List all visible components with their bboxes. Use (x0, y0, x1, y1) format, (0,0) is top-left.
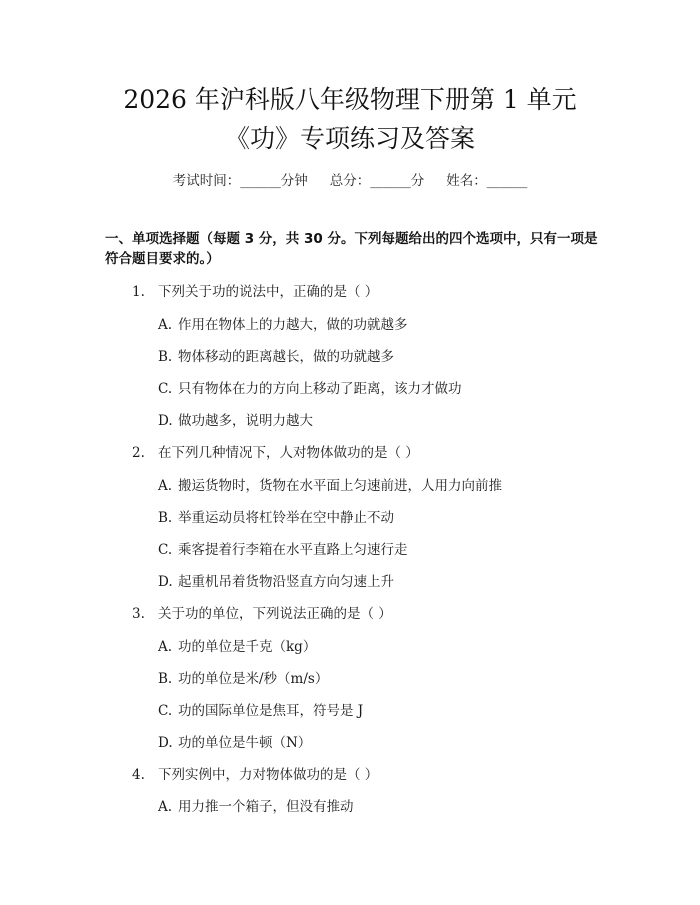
option-letter: B. (158, 510, 173, 526)
question-text: 在下列几种情况下，人对物体做功的是（ ） (158, 445, 419, 461)
option-text: 乘客提着行李箱在水平直路上匀速行走 (178, 542, 408, 558)
option-text: 只有物体在力的方向上移动了距离，该力才做功 (178, 381, 462, 397)
option-2-c (158, 540, 408, 560)
question-number: 4. (132, 767, 145, 783)
section-heading: 一、单项选择题（每题 3 分，共 30 分。下列每题给出的四个选项中，只有一项是符合题目要求的。） (105, 231, 598, 267)
option-text: 举重运动员将杠铃举在空中静止不动 (178, 510, 394, 526)
exam-title-line-2: 《功》专项练习及答案 (224, 124, 475, 153)
exam-title-line-1: 2026 年沪科版八年级物理下册第 1 单元 (123, 85, 577, 114)
option-text: 功的单位是米/秒（m/s） (178, 671, 329, 687)
question-number: 1. (132, 284, 145, 300)
option-letter: A. (158, 799, 173, 815)
question-3 (132, 604, 392, 624)
question-number: 3. (132, 606, 145, 622)
option-letter: B. (158, 671, 173, 687)
total-score-field: 总分：______分 (329, 173, 425, 189)
option-1-a (158, 315, 408, 335)
option-text: 做功越多，说明力越大 (178, 413, 313, 429)
option-3-c (158, 701, 363, 721)
option-2-b (158, 508, 394, 528)
option-letter: C. (158, 381, 173, 397)
option-text: 功的国际单位是焦耳，符号是 J (178, 703, 364, 719)
student-name-field: 姓名：______ (446, 173, 528, 189)
option-1-c (158, 379, 462, 399)
option-letter: D. (158, 413, 173, 429)
option-letter: C. (158, 542, 173, 558)
question-text: 下列实例中，力对物体做功的是（ ） (158, 767, 379, 783)
option-2-a (158, 476, 502, 496)
question-4 (132, 765, 378, 785)
option-letter: A. (158, 317, 173, 333)
option-text: 起重机吊着货物沿竖直方向匀速上升 (178, 574, 394, 590)
question-text: 下列关于功的说法中，正确的是（ ） (158, 284, 379, 300)
option-letter: C. (158, 703, 173, 719)
option-text: 物体移动的距离越长，做的功就越多 (178, 349, 394, 365)
option-4-a (158, 797, 354, 817)
question-number: 2. (132, 445, 145, 461)
exam-info-line (0, 169, 700, 189)
option-text: 功的单位是牛顿（N） (178, 735, 312, 751)
option-text: 作用在物体上的力越大，做的功就越多 (178, 317, 408, 333)
option-3-d (158, 733, 311, 753)
option-letter: A. (158, 478, 173, 494)
option-3-b (158, 669, 328, 689)
option-letter: D. (158, 735, 173, 751)
option-text: 搬运货物时，货物在水平面上匀速前进，人用力向前推 (178, 478, 502, 494)
option-text: 用力推一个箱子，但没有推动 (178, 799, 354, 815)
option-1-d (158, 411, 313, 431)
option-text: 功的单位是千克（kg） (178, 639, 317, 655)
option-letter: B. (158, 349, 173, 365)
option-1-b (158, 347, 394, 367)
question-1 (132, 282, 378, 302)
question-2 (132, 443, 419, 463)
option-letter: A. (158, 639, 173, 655)
option-2-d (158, 572, 394, 592)
question-text: 关于功的单位，下列说法正确的是（ ） (158, 606, 392, 622)
option-3-a (158, 637, 316, 657)
option-letter: D. (158, 574, 173, 590)
exam-time-field: 考试时间：______分钟 (172, 173, 308, 189)
